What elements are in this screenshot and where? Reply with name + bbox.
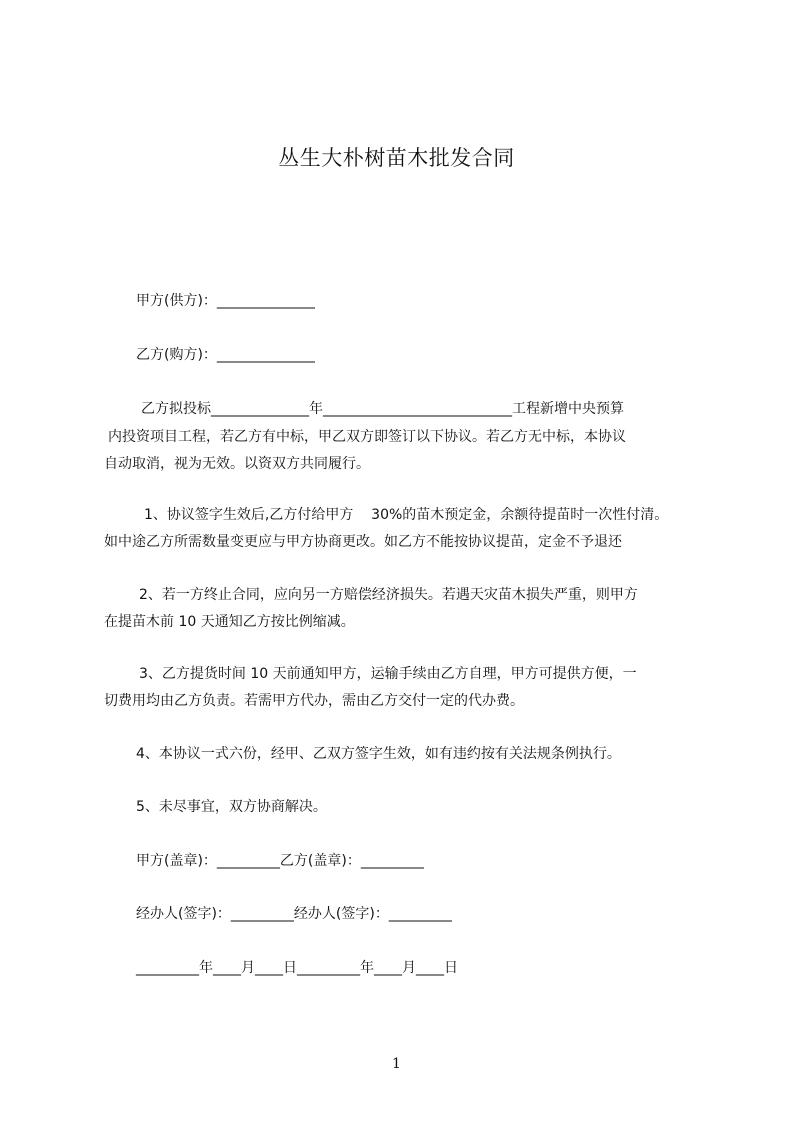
clause-2-line-2: 在提苗木前 10 天通知乙方按比例缩减。 — [104, 614, 355, 630]
clause-3-line-1: 3、乙方提货时间 10 天前通知甲方，运输手续由乙方自理，甲方可提供方便，一 — [139, 666, 637, 682]
clause-5-line: 5、未尽事宜，双方协商解决。 — [136, 799, 327, 815]
clause-1-line-1: 1、协议签字生效后,乙方付给甲方 30%的苗木预定金，余额待提苗时一次性付清。 — [144, 507, 669, 523]
intro-line-3: 自动取消，视为无效。以资双方共同履行。 — [104, 456, 370, 472]
agent-signature-line: 经办人(签字)：_________经办人(签字)：_________ — [136, 906, 452, 922]
party-a-line: 甲方(供方)：______________ — [136, 293, 315, 309]
page-title: 丛生大朴树苗木批发合同 — [278, 146, 515, 170]
clause-2-line-1: 2、若一方终止合同，应向另一方赔偿经济损失。若遇天灾苗木损失严重，则甲方 — [139, 587, 638, 603]
page-number: 1 — [392, 1056, 401, 1072]
clause-3-line-2: 切费用均由乙方负责。若需甲方代办，需由乙方交付一定的代办费。 — [104, 693, 524, 709]
intro-line-1: 乙方拟投标______________年___________________________工程新增中央预算 — [141, 401, 624, 417]
clause-4-line: 4、本协议一式六份，经甲、乙双方签字生效，如有违约按有关法规条例执行。 — [136, 746, 621, 762]
party-b-line: 乙方(购方)：______________ — [136, 347, 315, 363]
clause-1-line-2: 如中途乙方所需数量变更应与甲方协商更改。如乙方不能按协议提苗，定金不予退还 — [104, 534, 622, 550]
intro-line-2: 内投资项目工程，若乙方有中标，甲乙双方即签订以下协议。若乙方无中标，本协议 — [108, 429, 626, 445]
date-line: _________年____月____日_________年____月____日 — [136, 960, 458, 976]
seal-line: 甲方(盖章)：_________乙方(盖章)：_________ — [136, 853, 424, 869]
